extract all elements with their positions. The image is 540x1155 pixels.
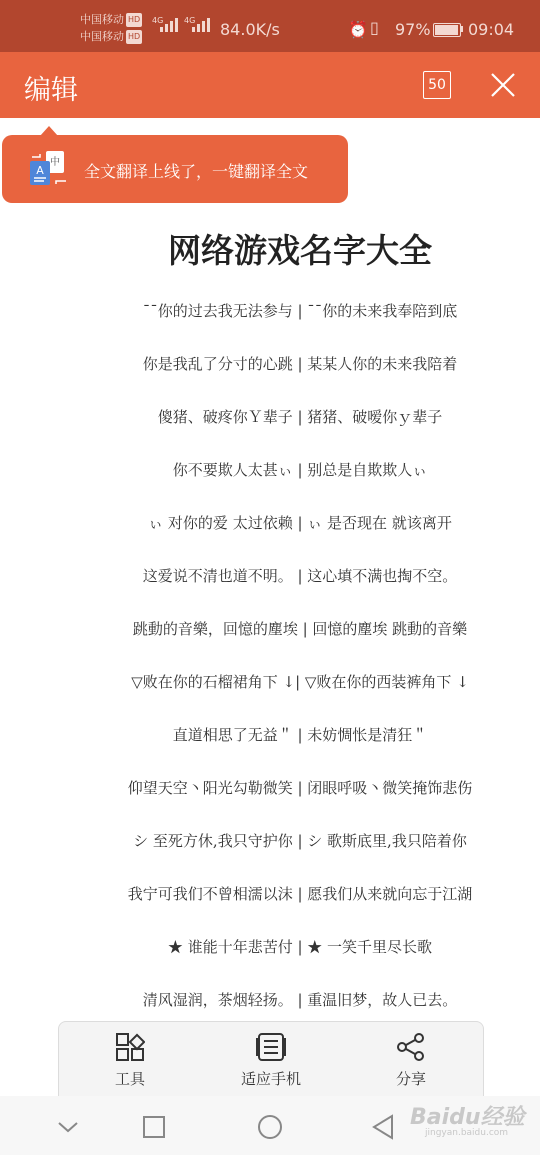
carrier-2	[80, 30, 142, 44]
network-type-2: 4G	[184, 16, 196, 25]
fit-phone-button[interactable]	[226, 1032, 316, 1089]
close-icon[interactable]	[487, 69, 519, 101]
network-speed: 84.0K/s	[220, 20, 280, 39]
page-count-button[interactable]: 50	[423, 71, 451, 99]
document-line: 这爱说不清也道不明。 | 这心填不满也掏不空。	[142, 567, 458, 585]
fit-phone-label: 适应手机	[240, 1070, 301, 1088]
clock: 09:04	[468, 20, 515, 39]
page-title: 编辑	[24, 75, 78, 106]
share-button[interactable]	[366, 1032, 456, 1089]
fit-phone-icon	[256, 1032, 286, 1062]
document-line: 跳動的音樂，回憶的塵埃 | 回憶的塵埃 跳動的音樂	[132, 620, 468, 638]
document-line: ★ 谁能十年悲苦付 | ★ 一笑千里尽长歌	[167, 938, 433, 956]
vibrate-icon: ▯	[370, 18, 379, 37]
document-line: ▽败在你的石榴裙角下 ↓| ▽败在你的西装裤角下 ↓	[131, 673, 469, 691]
svg-text:A: A	[36, 164, 44, 177]
hd-badge-2: HD	[126, 30, 142, 44]
watermark: Baidu经验	[410, 1105, 525, 1130]
watermark-sub: jingyan.baidu.com	[425, 1128, 509, 1138]
document-line: 你是我乱了分寸的心跳 | 某某人你的未来我陪着	[142, 355, 458, 373]
share-label: 分享	[395, 1070, 426, 1088]
document-line: ˉˉ你的过去我无法参与 | ˉˉ你的未来我奉陪到底	[142, 302, 458, 320]
carrier-1	[80, 13, 142, 27]
document-line: ぃ 对你的爱 太过依赖 | ぃ 是否现在 就该离开	[148, 514, 452, 532]
hd-badge-1: HD	[126, 13, 142, 27]
carrier-1-label: 中国移动	[80, 13, 124, 26]
document-line: 清风湿润，茶烟轻扬。 | 重温旧梦，故人已去。	[142, 991, 458, 1009]
svg-text:中: 中	[50, 157, 60, 168]
document-line: 傻猪、破疼你Ｙ辈子 | 猪猪、破嗳你ｙ辈子	[157, 408, 443, 426]
translate-banner-text: 全文翻译上线了，一键翻译全文	[84, 162, 309, 181]
nav-down-icon[interactable]	[50, 1109, 86, 1145]
nav-recents-icon[interactable]	[136, 1109, 172, 1145]
battery-percent: 97%	[395, 20, 431, 39]
battery-level	[435, 25, 458, 35]
signal-icon	[192, 18, 210, 32]
document-line: 直道相思了无益＂ | 未妨惆怅是清狂＂	[172, 726, 428, 744]
tools-button[interactable]	[85, 1032, 175, 1089]
document-line: 你不要欺人太甚ぃ | 别总是自欺欺人ぃ	[172, 461, 428, 479]
share-icon	[396, 1032, 426, 1062]
alarm-icon: ⏰	[348, 20, 368, 39]
battery-icon	[433, 23, 461, 37]
banner-pointer	[40, 126, 58, 136]
document-line: シ 至死方休,我只守护你 | シ 歌斯底里,我只陪着你	[133, 832, 467, 850]
document-line: 仰望天空丶阳光勾勒微笑 | 闭眼呼吸丶微笑掩饰悲伤	[127, 779, 473, 797]
nav-home-icon[interactable]	[252, 1109, 288, 1145]
document-title: 网络游戏名字大全	[168, 231, 432, 270]
carrier-2-label: 中国移动	[80, 30, 124, 43]
translate-icon	[26, 147, 70, 191]
status-bar	[0, 0, 540, 52]
translate-banner[interactable]	[2, 135, 348, 203]
document-line: 我宁可我们不曾相濡以沫 | 愿我们从来就向忘于江湖	[127, 885, 473, 903]
signal-icon	[160, 18, 178, 32]
bottom-toolbar	[58, 1021, 484, 1097]
network-type-1: 4G	[152, 16, 164, 25]
battery-tip	[461, 26, 463, 32]
grid-icon	[115, 1032, 145, 1062]
nav-back-icon[interactable]	[366, 1109, 402, 1145]
tools-label: 工具	[114, 1070, 145, 1088]
app-bar	[0, 52, 540, 118]
